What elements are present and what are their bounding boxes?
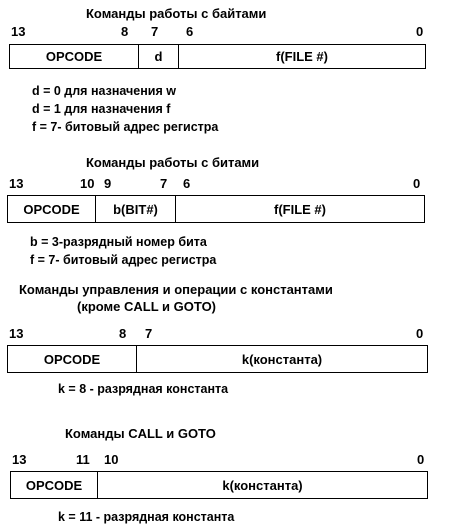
instruction-format-register [9,44,426,69]
bit-label: 0 [416,24,424,39]
bit-label: 9 [104,176,112,191]
bit-label: 13 [12,452,27,467]
file-field: f(FILE #) [276,49,328,64]
instruction-format-register [10,471,428,499]
note: k = 8 - разрядная константа [58,382,229,396]
bit-label: 7 [160,176,168,191]
opcode-field: OPCODE [8,196,96,222]
bit-label: 0 [416,326,424,341]
bit-label: 11 [76,452,90,467]
opcode-field: OPCODE [11,472,98,498]
bit-label: 0 [413,176,421,191]
constant-field: k(константа) [222,477,303,493]
note: b = 3-разрядный номер бита [30,235,207,249]
section-title: Команды работы с битами [86,155,260,170]
note: d = 1 для назначения f [32,102,171,116]
instruction-format-register [7,195,425,223]
bit-label: 8 [119,326,127,341]
opcode-field: OPCODE [10,45,139,68]
note: k = 11 - разрядная константа [58,510,235,524]
section-subtitle: (кроме CALL и GOTO) [77,299,217,314]
bit-label: 13 [9,176,24,191]
bit-label: 10 [104,452,119,467]
bit-label: 6 [186,24,194,39]
instruction-format-register [7,345,428,373]
opcode-field: OPCODE [8,346,137,372]
bit-label: 0 [417,452,425,467]
section-title: Команды управления и операции с константами [19,282,333,297]
bit-label: 10 [80,176,95,191]
bit-label: 6 [183,176,191,191]
bit-label: 7 [145,326,153,341]
d-field: d [139,45,179,68]
bit-label: 13 [11,24,26,39]
section-title: Команды CALL и GOTO [65,426,216,441]
note: f = 7- битовый адрес регистра [30,253,217,267]
section-title: Команды работы с байтами [86,6,267,21]
bit-label: 7 [151,24,159,39]
note: d = 0 для назначения w [32,84,176,98]
constant-field: k(константа) [241,351,323,367]
bit-label: 13 [9,326,24,341]
bit-field: b(BIT#) [96,196,176,222]
file-field: f(FILE #) [274,201,326,217]
bit-label: 8 [121,24,129,39]
note: f = 7- битовый адрес регистра [32,120,219,134]
